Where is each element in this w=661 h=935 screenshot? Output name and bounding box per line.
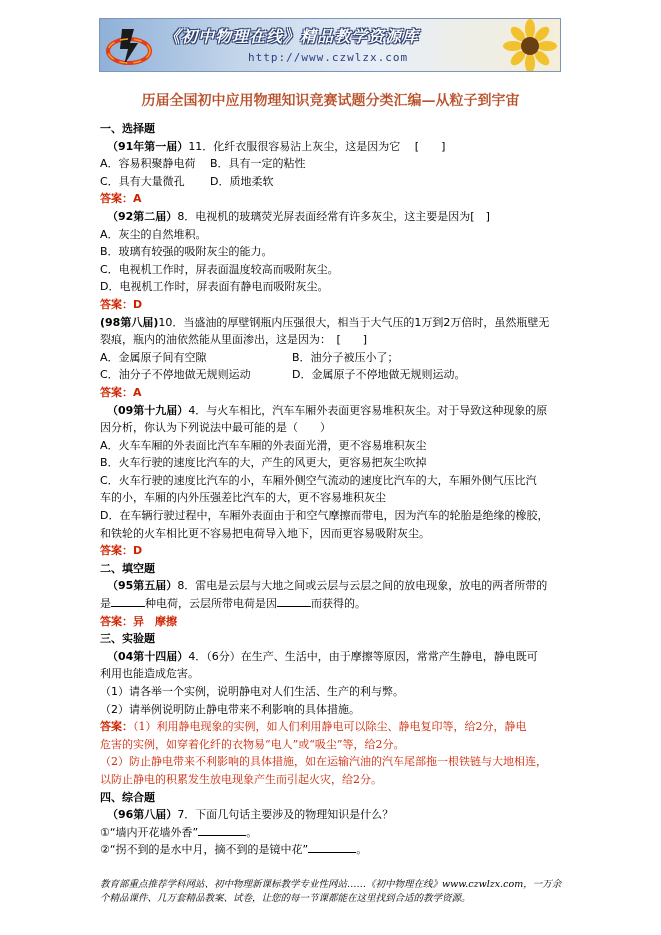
- answer-blank[interactable]: [198, 824, 246, 836]
- option-a: A．容易积聚静电荷: [100, 157, 196, 171]
- text-part: 。: [246, 825, 258, 839]
- question-text-cont: 裂痕，瓶内的油依然能从里面渗出，这是因为： [ ]: [100, 333, 368, 347]
- options-row: [100, 155, 570, 173]
- question-2: [100, 208, 570, 226]
- site-logo-icon: [104, 21, 154, 71]
- question-text: 10．当盛油的厚壁钢瓶内压强很大，相当于大气压的1万到2万倍时，虽然瓶壁无: [158, 315, 550, 329]
- option-a: A．金属原子间有空隙: [100, 350, 207, 364]
- footer-line: 个精品课件、几万套精品教案、试卷，让您的每一节课都能在这里找到合适的教学资源。: [100, 893, 471, 904]
- option-b: B．具有一定的粘性: [210, 157, 306, 171]
- option-d: D．在车辆行驶过程中，车厢外表面由于和空气摩擦而带电，因为汽车的轮胎是绝缘的橡胶，: [100, 509, 549, 523]
- option-c: C．火车行驶的速度比汽车的小，车厢外侧空气流动的速度比汽车的大，车厢外侧气压比汽: [100, 473, 537, 487]
- option-c-cont: 车的小，车厢的内外压强差比汽车的大，更不容易堆积灰尘: [100, 491, 386, 505]
- option-b: B．玻璃有较强的吸附灰尘的能力。: [100, 245, 273, 259]
- answer: 答案：D: [100, 297, 143, 311]
- question-3: [100, 314, 570, 332]
- answer: 答案：异 摩擦: [100, 614, 177, 628]
- options-row: [100, 349, 570, 367]
- section-heading-comprehensive: 四、综合题: [100, 790, 155, 804]
- question-source: （92第二届）: [107, 209, 178, 223]
- document-title: 历届全国初中应用物理知识竞赛试题分类汇编—从粒子到宇宙: [141, 93, 520, 109]
- question-7: [100, 806, 570, 824]
- section-heading-choice: 一、选择题: [100, 122, 155, 135]
- question-6: [100, 648, 570, 666]
- banner-title: 《初中物理在线》精品教学资源库: [164, 27, 420, 46]
- question-text: 8．雷电是云层与大地之间或云层与云层之间的放电现象，放电的两者所带的: [177, 579, 548, 593]
- answer-text-cont: （2）防止静电带来不利影响的具体措施，如在运输汽油的汽车尾部拖一根铁链与大地相连，: [100, 755, 547, 769]
- question-text-cont: 利用也能造成危害。: [100, 667, 199, 681]
- answer-blank[interactable]: [111, 595, 145, 607]
- question-text: 4．与火车相比，汽车车厢外表面更容易堆积灰尘。对于导致这种现象的原: [188, 403, 548, 417]
- question-source: （96第八届）: [107, 808, 178, 822]
- option-d: D．金属原子不停地做无规则运动。: [292, 368, 466, 382]
- sub-question-1: （1）请各举一个实例，说明静电对人们生活、生产的利与弊。: [100, 685, 404, 698]
- question-source: (98第八届): [100, 315, 159, 329]
- question-text: 11．化纤衣服很容易沾上灰尘，这是因为它 [ ]: [188, 139, 446, 153]
- answer-blank[interactable]: [308, 841, 356, 853]
- text-part: 是: [100, 597, 111, 611]
- options-row: [100, 366, 570, 384]
- question-text-cont: [100, 595, 570, 613]
- document-body: [100, 120, 570, 859]
- answer-text-cont: 以防止静电的积累发生放电现象产生而引起火灾，给2分。: [100, 772, 382, 786]
- question-source: （04第十四届）: [107, 649, 189, 663]
- question-5: [100, 577, 570, 595]
- question-source: （09第十九届）: [107, 403, 189, 417]
- answer-text-cont: 危害的实例，如穿着化纤的衣物易“电人”或“吸尘”等，给2分。: [100, 737, 405, 751]
- section-heading-experiment: 三、实验题: [100, 632, 155, 646]
- sub-question-2: [100, 841, 570, 859]
- text-part: 而获得的。: [311, 597, 366, 611]
- text-part: ①“墙内开花墙外香”: [100, 825, 199, 839]
- option-d: D．电视机工作时，屏表面有静电而吸附灰尘。: [100, 280, 329, 294]
- sub-question-1: [100, 824, 570, 842]
- answer-label: 答案：: [100, 720, 133, 734]
- option-c: C．具有大量微孔: [100, 174, 185, 188]
- question-source: （95第五届）: [107, 579, 178, 593]
- option-d-cont: 和铁轮的火车相比更不容易把电荷导入地下，因而更容易吸附灰尘。: [100, 526, 430, 540]
- option-a: A．灰尘的自然堆积。: [100, 227, 207, 241]
- answer-text: （1）利用静电现象的实例，如人们利用静电可以除尘、静电复印等，给2分，静电: [133, 720, 527, 734]
- answer: [100, 718, 570, 736]
- question-text-cont: 因分析，你认为下列说法中最可能的是（ ）: [100, 421, 331, 435]
- option-b: B．油分子被压小了；: [292, 350, 399, 364]
- sub-question-2: （2）请举例说明防止静电带来不利影响的具体措施。: [100, 702, 360, 716]
- question-1: [100, 138, 570, 156]
- answer: 答案：A: [100, 385, 142, 399]
- text-part: ②“拐不到的是水中月，摘不到的是镜中花”: [100, 843, 309, 857]
- sunflower-icon: [488, 19, 558, 72]
- text-part: 种电荷，云层所带电荷是因: [145, 597, 277, 611]
- option-a: A．火车车厢的外表面比汽车车厢的外表面光滑，更不容易堆积灰尘: [100, 438, 427, 452]
- text-part: 。: [356, 843, 368, 857]
- question-text: 8．电视机的玻璃荧光屏表面经常有许多灰尘，这主要是因为[ ]: [177, 209, 490, 223]
- question-source: （91年第一届）: [107, 139, 189, 153]
- answer: 答案：D: [100, 544, 143, 558]
- option-c: C．电视机工作时，屏表面温度较高而吸附灰尘。: [100, 262, 339, 276]
- header-banner: [99, 18, 561, 72]
- options-row: [100, 173, 570, 191]
- footer-line: 教育部重点推荐学科网站、初中物理新课标教学专业性网站……《初中物理在线》www.czwlzx.com，一万余: [100, 879, 562, 890]
- option-c: C．油分子不停地做无规则运动: [100, 368, 251, 382]
- answer: 答案：A: [100, 192, 142, 206]
- question-text: 7．下面几句话主要涉及的物理知识是什么？: [177, 808, 394, 822]
- section-heading-fill: 二、填空题: [100, 561, 155, 575]
- question-text: 4．（6分）在生产、生活中，由于摩擦等原因，常常产生静电，静电既可: [188, 649, 538, 663]
- answer-blank[interactable]: [277, 595, 311, 607]
- banner-url[interactable]: http://www.czwlzx.com: [248, 51, 409, 64]
- page-footer: [100, 878, 580, 906]
- option-d: D．质地柔软: [210, 174, 274, 188]
- question-4: [100, 402, 570, 420]
- option-b: B．火车行驶的速度比汽车的大，产生的风更大，更容易把灰尘吹掉: [100, 456, 427, 470]
